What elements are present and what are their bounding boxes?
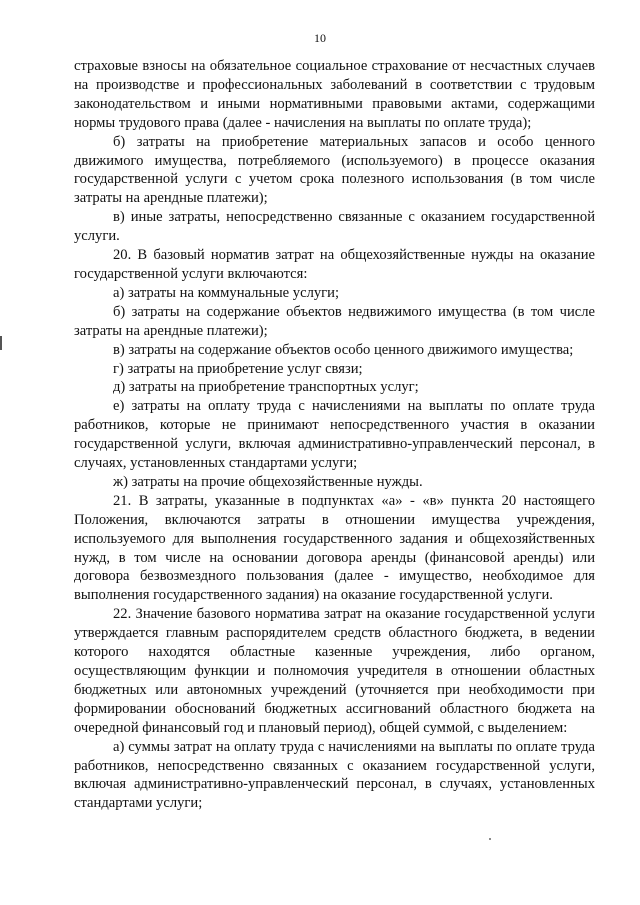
paragraph-clause-21: 21. В затраты, указанные в подпунктах «а» - «в» пункта 20 настоящего Положения, включаются затраты в отношении имущества учреждения, используемого для выполнения государственного задания и общехозяйственных нужд, в том числе на основании договора аренды (финансовой аренды) или договора безвозмездного пользования (далее - имущество, необходимое для выполнения государственного задания) на оказание государственной услуги. (74, 492, 595, 604)
scan-dot (489, 838, 491, 840)
paragraph-insurance-contributions: страховые взносы на обязательное социальное страхование от несчастных случаев на производстве и профессиональных заболеваний в соответствии с трудовым законодательством и иными нормативными правовыми актами, содержащими нормы трудового права (далее - начисления на выплаты по оплате труда); (74, 58, 595, 131)
paragraph-clause-20-item-g: г) затраты на приобретение услуг связи; (113, 360, 363, 377)
paragraph-clause-20-item-a: а) затраты на коммунальные услуги; (113, 284, 340, 301)
paragraph-clause-22: 22. Значение базового норматива затрат на оказание государственной услуги утверждается главным распорядителем средств областного бюджета, в ведении которого находятся областные казенные учреждения, либо органом, осуществляющим функции и полномочия учредителя в отношении областных бюджетных или автономных учреждений (уточняется при необходимости при формировании обоснований бюджетных ассигнований областного бюджета на очередной финансовый год и плановый период), общей суммой, с выделением: (74, 606, 595, 736)
paragraph-clause-20-item-b: б) затраты на содержание объектов недвижимого имущества (в том числе затраты на арендные платежи); (74, 303, 595, 339)
paragraph-clause-20-item-v: в) затраты на содержание объектов особо ценного движимого имущества; (113, 341, 574, 358)
paragraph-item-v-other-costs: в) иные затраты, непосредственно связанные с оказанием государственной услуги. (74, 209, 595, 245)
document-body (74, 57, 595, 813)
paragraph-clause-20: 20. В базовый норматив затрат на общехозяйственные нужды на оказание государственной услуги включаются: (74, 247, 595, 282)
paragraph-clause-20-item-zh: ж) затраты на прочие общехозяйственные нужды. (113, 473, 423, 490)
paragraph-clause-22-item-a: а) суммы затрат на оплату труда с начислениями на выплаты по оплате труда работников, непосредственно связанных с оказанием государственной услуги, включая административно-управленческий персонал, в случаях, установленных стандартами услуги; (74, 738, 595, 812)
paragraph-clause-20-item-e: е) затраты на оплату труда с начислениями на выплаты по оплате труда работников, которые не принимают непосредственного участия в оказании государственной услуги, включая административно-управленческий персонал, в случаях, установленных стандартами услуги; (74, 398, 595, 472)
page-number: 10 (314, 31, 326, 45)
edge-mark (0, 336, 2, 350)
paragraph-clause-20-item-d: д) затраты на приобретение транспортных услуг; (113, 379, 419, 396)
paragraph-item-b-materials: б) затраты на приобретение материальных запасов и особо ценного движимого имущества, потребляемого (используемого) в процессе оказания государственной услуги с учетом срока полезного использования (в том числе затраты на арендные платежи); (74, 133, 595, 207)
